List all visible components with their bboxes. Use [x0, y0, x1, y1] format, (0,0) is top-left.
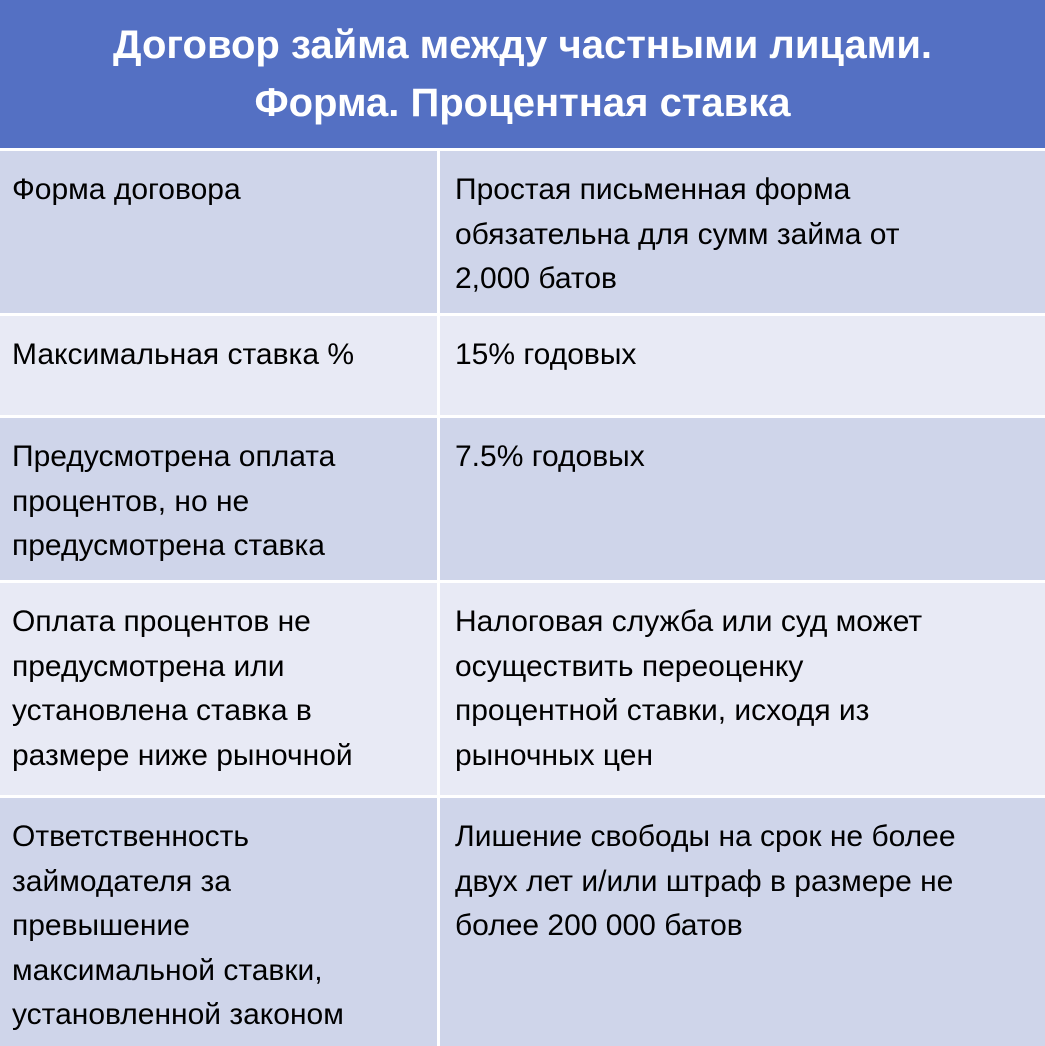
row-4-label: Оплата процентов не предусмотрена или установлена ставка в размере ниже рыночной [0, 583, 437, 795]
slide-title [0, 0, 1045, 148]
row-1-value: Простая письменная форма обязательна для сумм займа от 2,000 батов [440, 151, 1045, 313]
title-line-2: Форма. Процентная ставка [254, 81, 791, 125]
row-2-value: 15% годовых [440, 316, 1045, 415]
row-4-value: Налоговая служба или суд может осуществить переоценку процентной ставки, исходя из рыночных цен [440, 583, 1045, 795]
row-5-value: Лишение свободы на срок не более двух лет и/или штраф в размере не более 200 000 батов [440, 798, 1045, 1046]
row-5-label: Ответственность займодателя за превышение максимальной ставки, установленной законом [0, 798, 437, 1046]
row-1-label: Форма договора [0, 151, 437, 313]
info-table [0, 151, 1045, 1046]
row-2-label: Максимальная ставка % [0, 316, 437, 415]
row-3-value: 7.5% годовых [440, 418, 1045, 580]
title-line-1: Договор займа между частными лицами. [112, 23, 933, 67]
row-3-label: Предусмотрена оплата процентов, но не предусмотрена ставка [0, 418, 437, 580]
